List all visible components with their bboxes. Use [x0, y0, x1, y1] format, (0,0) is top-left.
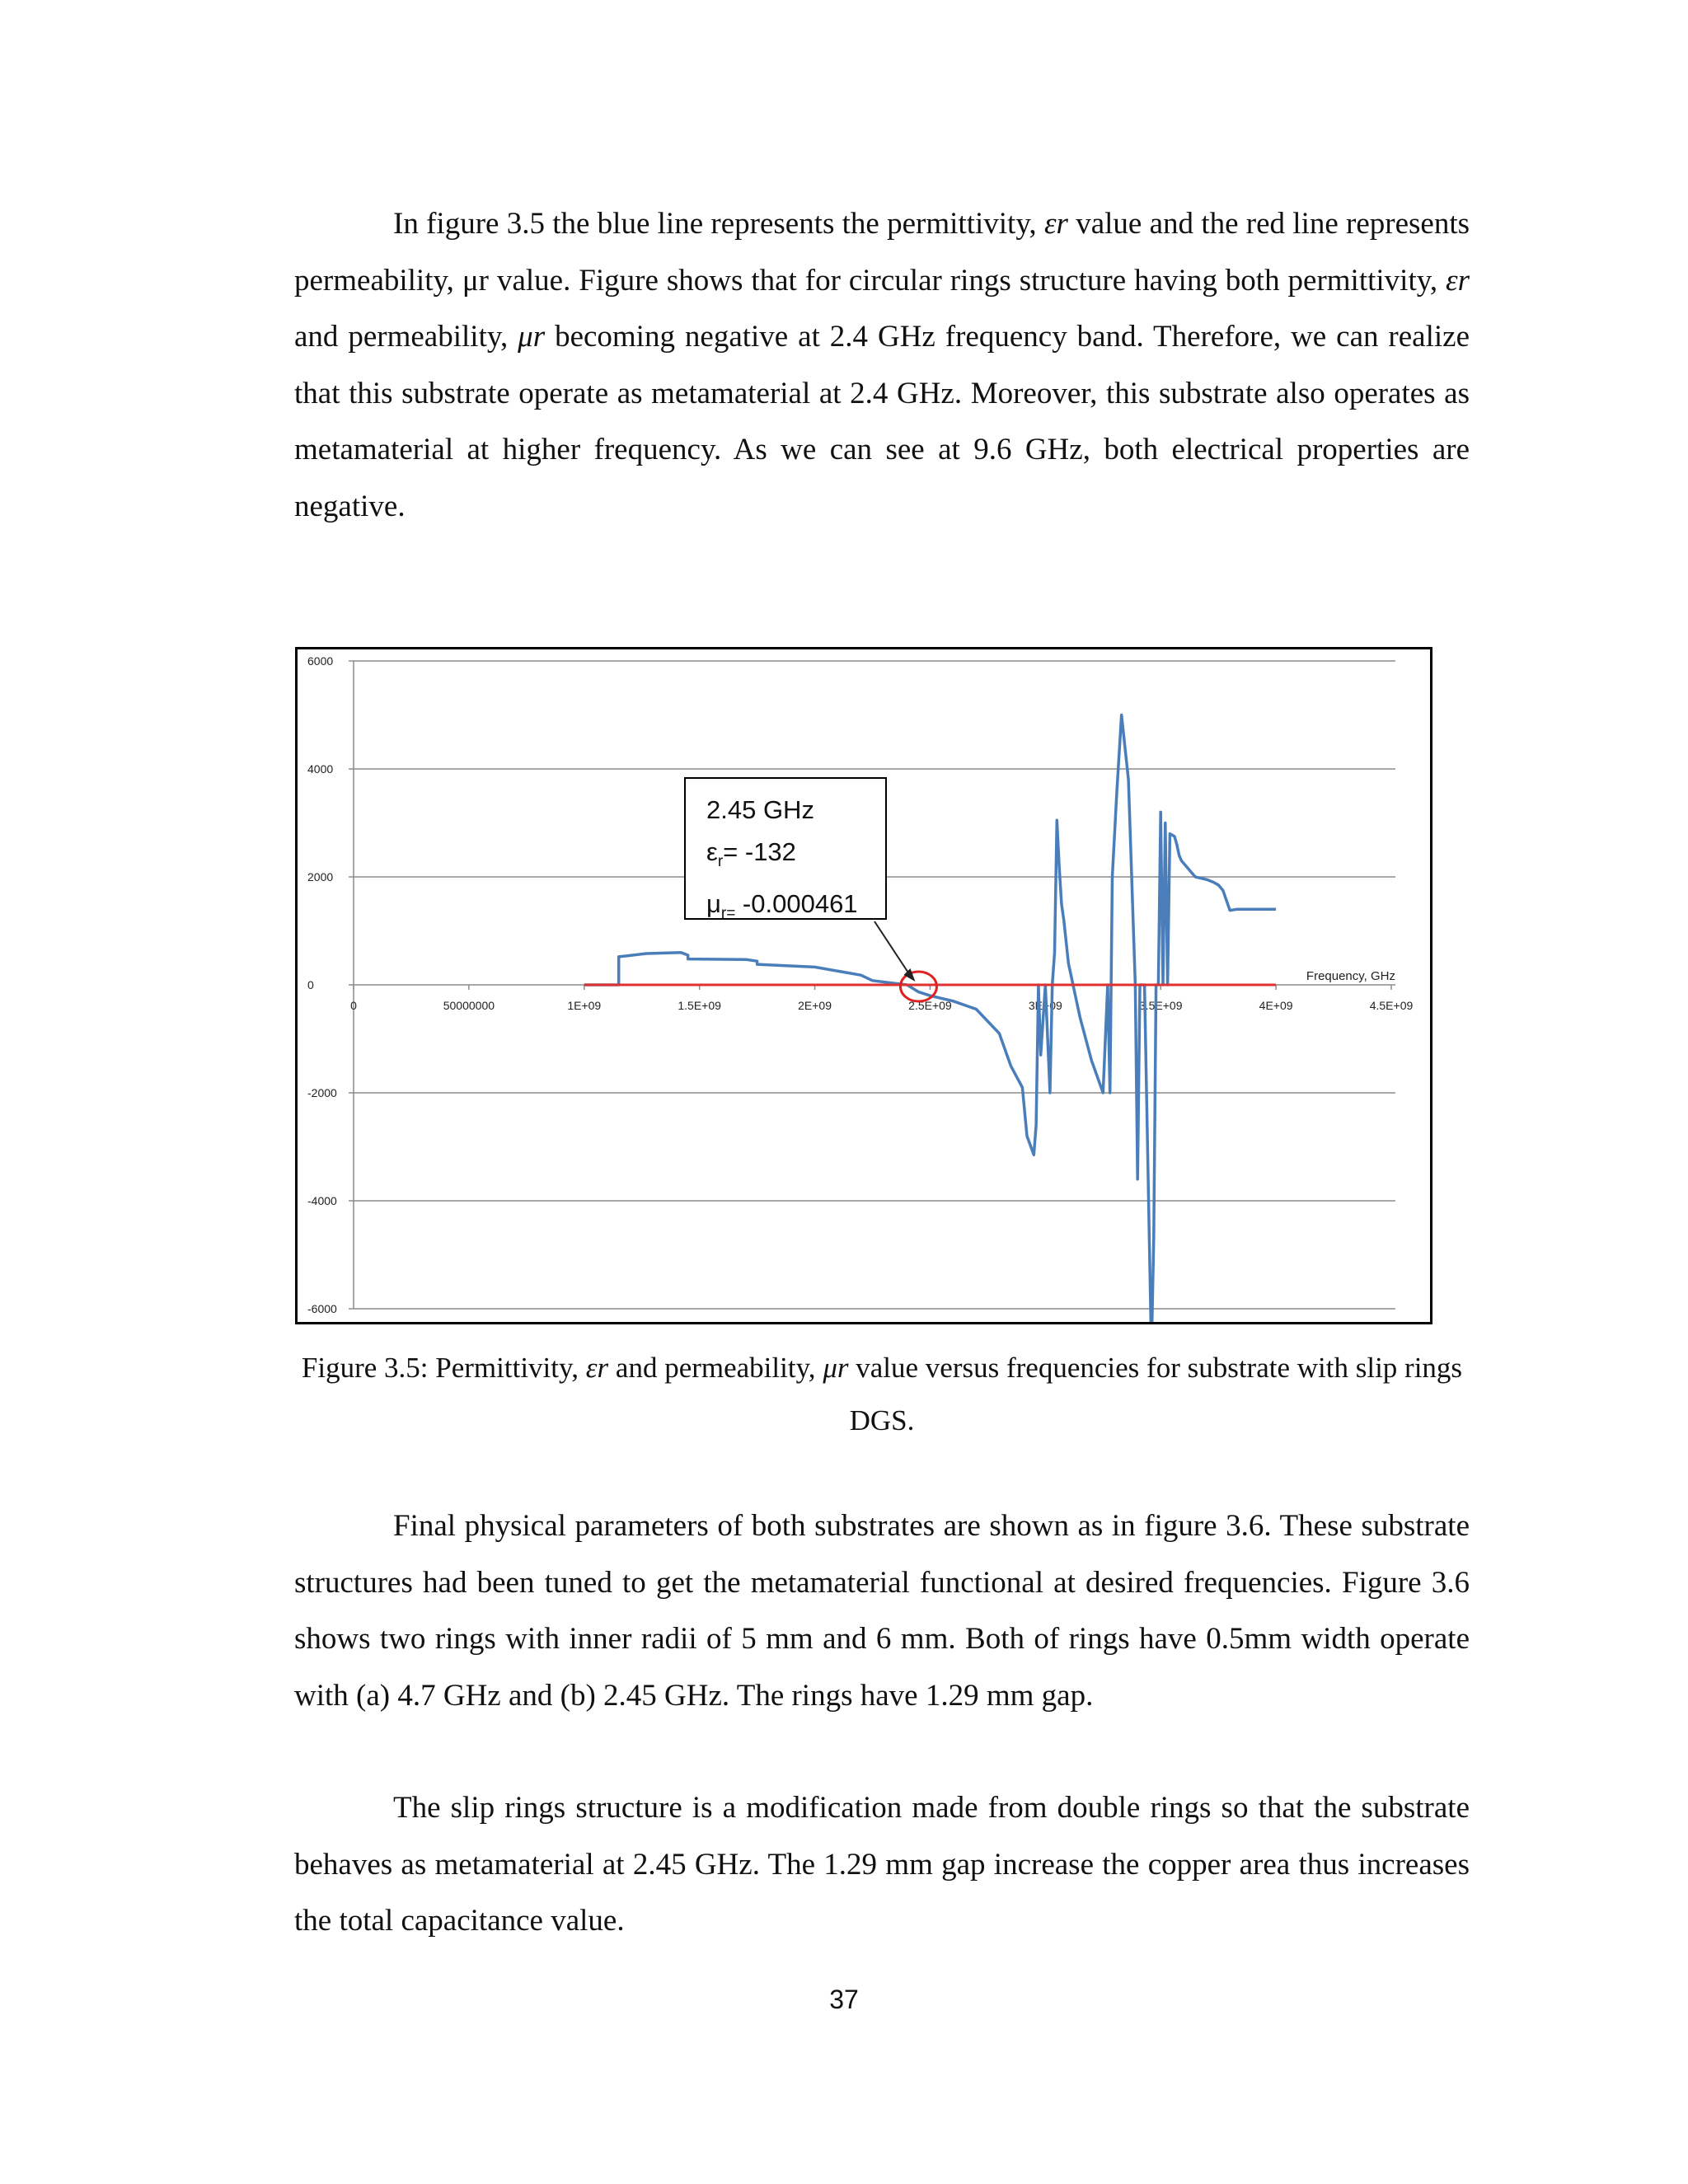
annotation-frequency: 2.45 GHz [706, 795, 814, 824]
mu-symbol: μr [462, 263, 489, 298]
y-tick-label: -2000 [307, 1086, 337, 1099]
annotation-epsilon: $\varepsilon_r= -132$ [706, 837, 796, 871]
x-tick-label: 4.5E+09 [1369, 999, 1414, 1012]
chart-annotation-box [684, 777, 887, 923]
x-tick-label: 4E+09 [1259, 999, 1293, 1012]
x-tick-label: 0 [350, 999, 357, 1012]
figure-caption: Figure 3.5: Permittivity, εr and permeability, μr value versus frequencies for substrate with slip rings DGS. [301, 1352, 1463, 1436]
paragraph-1: In figure 3.5 the blue line represents the permittivity, εr value and the red line represents permeability, μr value. Figure shows that for circular rings structure having both permittivity, εr and permeability, μr becoming negative at 2.4 GHz frequency band. Therefore, we can realize that this substrate operate as metamaterial at 2.4 GHz. Moreover, this substrate also operates as metamaterial at higher frequency. As we can see at 9.6 GHz, both electrical properties are negative. [294, 207, 1470, 523]
paragraph-3: The slip rings structure is a modification made from double rings so that the substrate behaves as metamaterial at 2.45 GHz. The 1.29 mm gap increase the copper area thus increases the total capacitance value. [294, 1791, 1470, 1938]
x-tick-label: 50000000 [443, 999, 495, 1012]
y-tick-label: 6000 [307, 654, 334, 668]
y-tick-label: 4000 [307, 762, 334, 776]
x-tick-label: 2.5E+09 [908, 999, 952, 1012]
x-tick-label: 1E+09 [567, 999, 602, 1012]
chart-svg [298, 649, 1430, 1322]
x-tick-label: 2E+09 [798, 999, 832, 1012]
annotation-arrowhead [903, 968, 915, 982]
y-tick-label: -6000 [307, 1302, 337, 1315]
y-tick-label: -4000 [307, 1194, 337, 1207]
epsilon-symbol: εr [1043, 207, 1068, 241]
x-tick-label: 1.5E+09 [678, 999, 721, 1012]
figure-chart [295, 647, 1432, 1324]
x-axis-label: Frequency, GHz [1306, 969, 1395, 983]
y-tick-label: 0 [307, 978, 314, 991]
y-tick-label: 2000 [307, 870, 334, 883]
annotation-mu: $\mu_{r=}$ -0.000461 [706, 889, 858, 923]
x-tick-label: 3E+09 [1028, 999, 1062, 1012]
x-tick-label: 3.5E+09 [1138, 999, 1183, 1012]
page-number: 37 [829, 1985, 859, 2014]
paragraph-2: Final physical parameters of both substrates are shown as in figure 3.6. These substrate structures had been tuned to get the metamaterial functional at desired frequencies. Figure 3.6 shows two rings with inner radii of 5 mm and 6 mm. Both of rings have 0.5mm width operate with (a) 4.7 GHz and (b) 2.45 GHz. The rings have 1.29 mm gap. [294, 1509, 1470, 1713]
